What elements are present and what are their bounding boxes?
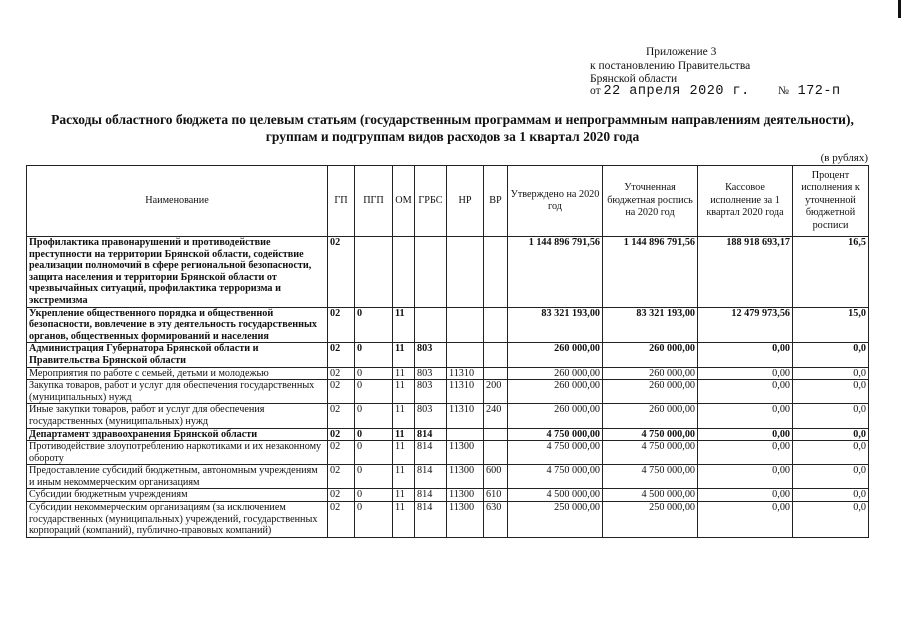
date-prefix: от	[590, 85, 601, 97]
cell-nr: 11310	[447, 380, 484, 404]
cell-refined: 260 000,00	[603, 404, 698, 428]
cell-refined: 83 321 193,00	[603, 307, 698, 343]
number-prefix: №	[778, 85, 789, 97]
cell-ppgp: 0	[355, 441, 393, 465]
cell-percent: 0,0	[793, 465, 869, 489]
table-row	[27, 307, 869, 343]
cell-nr	[447, 428, 484, 441]
header-refined: Уточненная бюджетная роспись на 2020 год	[603, 166, 698, 237]
cell-grbs: 803	[415, 343, 447, 367]
cell-om: 11	[393, 502, 415, 538]
cell-approved: 260 000,00	[508, 343, 603, 367]
cell-percent: 0,0	[793, 428, 869, 441]
cell-approved: 4 750 000,00	[508, 441, 603, 465]
cell-refined: 4 750 000,00	[603, 465, 698, 489]
cell-name: Укрепление общественного порядка и общественной безопасности, вовлечение в эту деятельность государственных органов, общественных формирований и населения	[27, 307, 328, 343]
cell-percent: 16,5	[793, 237, 869, 308]
cell-nr: 11310	[447, 367, 484, 380]
header-cash: Кассовое исполнение за 1 квартал 2020 года	[698, 166, 793, 237]
cell-nr: 11300	[447, 465, 484, 489]
cell-refined: 4 500 000,00	[603, 489, 698, 502]
header-om: ОМ	[393, 166, 415, 237]
cell-om: 11	[393, 489, 415, 502]
table-row	[27, 502, 869, 538]
header-grbs: ГРБС	[415, 166, 447, 237]
cell-percent: 0,0	[793, 441, 869, 465]
decree-number: 172-п	[797, 84, 841, 99]
cell-grbs: 814	[415, 502, 447, 538]
cell-grbs: 803	[415, 367, 447, 380]
table-row	[27, 343, 869, 367]
cell-ppgp: 0	[355, 465, 393, 489]
cell-percent: 15,0	[793, 307, 869, 343]
decree-date-row	[590, 84, 841, 99]
appendix-title: Приложение 3	[646, 46, 717, 58]
cell-approved: 260 000,00	[508, 380, 603, 404]
cell-ppgp: 0	[355, 367, 393, 380]
cell-cash: 0,00	[698, 502, 793, 538]
cell-nr: 11300	[447, 441, 484, 465]
table-row	[27, 441, 869, 465]
cell-grbs: 803	[415, 380, 447, 404]
cell-name: Профилактика правонарушений и противодействие преступности на территории Брянской области, содействие реализации полномочий в сфере региональной безопасности, защита населения и территории Брянской области от чрезвычайных ситуаций, профилактика терроризма и экстремизма	[27, 237, 328, 308]
cell-om	[393, 237, 415, 308]
scan-edge-mark	[898, 0, 901, 18]
cell-cash: 188 918 693,17	[698, 237, 793, 308]
document-title	[20, 111, 885, 145]
cell-om: 11	[393, 441, 415, 465]
cell-gp: 02	[328, 307, 355, 343]
cell-gp: 02	[328, 465, 355, 489]
cell-om: 11	[393, 404, 415, 428]
cell-refined: 260 000,00	[603, 367, 698, 380]
cell-approved: 1 144 896 791,56	[508, 237, 603, 308]
cell-approved: 260 000,00	[508, 404, 603, 428]
appendix-block	[590, 46, 750, 87]
budget-table	[26, 165, 869, 538]
cell-refined: 1 144 896 791,56	[603, 237, 698, 308]
cell-refined: 4 750 000,00	[603, 428, 698, 441]
cell-name: Субсидии бюджетным учреждениям	[27, 489, 328, 502]
cell-percent: 0,0	[793, 404, 869, 428]
cell-name: Департамент здравоохранения Брянской области	[27, 428, 328, 441]
cell-vr	[484, 343, 508, 367]
cell-nr	[447, 307, 484, 343]
cell-vr: 610	[484, 489, 508, 502]
cell-nr: 11300	[447, 489, 484, 502]
cell-om: 11	[393, 380, 415, 404]
table-row	[27, 489, 869, 502]
cell-approved: 260 000,00	[508, 367, 603, 380]
cell-gp: 02	[328, 502, 355, 538]
cell-vr: 630	[484, 502, 508, 538]
cell-ppgp: 0	[355, 343, 393, 367]
cell-nr	[447, 343, 484, 367]
cell-refined: 4 750 000,00	[603, 441, 698, 465]
cell-gp: 02	[328, 404, 355, 428]
table-row	[27, 428, 869, 441]
cell-ppgp: 0	[355, 380, 393, 404]
cell-ppgp	[355, 237, 393, 308]
cell-approved: 4 750 000,00	[508, 428, 603, 441]
table-row	[27, 465, 869, 489]
decree-number-group	[778, 84, 841, 99]
header-vr: ВР	[484, 166, 508, 237]
cell-om: 11	[393, 307, 415, 343]
cell-refined: 250 000,00	[603, 502, 698, 538]
cell-name: Администрация Губернатора Брянской области и Правительства Брянской области	[27, 343, 328, 367]
header-gp: ГП	[328, 166, 355, 237]
cell-nr	[447, 237, 484, 308]
cell-nr: 11300	[447, 502, 484, 538]
cell-grbs: 814	[415, 465, 447, 489]
cell-nr: 11310	[447, 404, 484, 428]
cell-gp: 02	[328, 367, 355, 380]
cell-percent: 0,0	[793, 489, 869, 502]
cell-approved: 4 500 000,00	[508, 489, 603, 502]
cell-cash: 0,00	[698, 465, 793, 489]
cell-percent: 0,0	[793, 502, 869, 538]
cell-grbs	[415, 307, 447, 343]
cell-gp: 02	[328, 237, 355, 308]
table-row	[27, 237, 869, 308]
header-percent: Процент исполнения к уточненной бюджетной росписи	[793, 166, 869, 237]
cell-name: Закупка товаров, работ и услуг для обеспечения государственных (муниципальных) нужд	[27, 380, 328, 404]
cell-approved: 4 750 000,00	[508, 465, 603, 489]
cell-refined: 260 000,00	[603, 380, 698, 404]
decree-date: 22 апреля 2020 г.	[603, 84, 750, 99]
cell-gp: 02	[328, 441, 355, 465]
cell-grbs: 814	[415, 441, 447, 465]
cell-ppgp: 0	[355, 404, 393, 428]
appendix-decree: к постановлению Правительства	[590, 59, 751, 72]
cell-vr: 200	[484, 380, 508, 404]
cell-refined: 260 000,00	[603, 343, 698, 367]
table-header-row	[27, 166, 869, 237]
cell-ppgp: 0	[355, 502, 393, 538]
table-body	[27, 237, 869, 538]
cell-grbs: 814	[415, 489, 447, 502]
title-line-2: группам и подгруппам видов расходов за 1 квартал 2020 года	[265, 129, 640, 144]
units-note: (в рублях)	[820, 152, 868, 164]
cell-cash: 0,00	[698, 489, 793, 502]
cell-gp: 02	[328, 428, 355, 441]
cell-cash: 12 479 973,56	[698, 307, 793, 343]
cell-gp: 02	[328, 343, 355, 367]
cell-approved: 250 000,00	[508, 502, 603, 538]
header-name: Наименование	[27, 166, 328, 237]
cell-vr	[484, 428, 508, 441]
cell-vr: 600	[484, 465, 508, 489]
cell-approved: 83 321 193,00	[508, 307, 603, 343]
title-line-1: Расходы областного бюджета по целевым статьям (государственным программам и непрограммным направлениям деятельности),	[51, 112, 854, 127]
table-row	[27, 367, 869, 380]
cell-percent: 0,0	[793, 367, 869, 380]
cell-name: Предоставление субсидий бюджетным, автономным учреждениям и иным некоммерческим организациям	[27, 465, 328, 489]
appendix-region: Брянской области	[590, 73, 678, 85]
table-row	[27, 380, 869, 404]
cell-name: Мероприятия по работе с семьей, детьми и молодежью	[27, 367, 328, 380]
cell-vr	[484, 441, 508, 465]
cell-gp: 02	[328, 380, 355, 404]
cell-om: 11	[393, 343, 415, 367]
cell-cash: 0,00	[698, 441, 793, 465]
cell-name: Иные закупки товаров, работ и услуг для обеспечения государственных (муниципальных) нужд	[27, 404, 328, 428]
cell-grbs: 814	[415, 428, 447, 441]
cell-percent: 0,0	[793, 380, 869, 404]
cell-om: 11	[393, 367, 415, 380]
cell-gp: 02	[328, 489, 355, 502]
header-approved: Утверждено на 2020 год	[508, 166, 603, 237]
cell-vr	[484, 367, 508, 380]
cell-ppgp: 0	[355, 489, 393, 502]
cell-cash: 0,00	[698, 343, 793, 367]
cell-ppgp: 0	[355, 307, 393, 343]
cell-om: 11	[393, 428, 415, 441]
cell-om: 11	[393, 465, 415, 489]
header-ppgp: ПГП	[355, 166, 393, 237]
cell-ppgp: 0	[355, 428, 393, 441]
cell-name: Противодействие злоупотреблению наркотиками и их незаконному обороту	[27, 441, 328, 465]
cell-cash: 0,00	[698, 404, 793, 428]
cell-cash: 0,00	[698, 367, 793, 380]
cell-vr	[484, 307, 508, 343]
cell-vr	[484, 237, 508, 308]
header-nr: НР	[447, 166, 484, 237]
cell-grbs: 803	[415, 404, 447, 428]
cell-percent: 0,0	[793, 343, 869, 367]
table-row	[27, 404, 869, 428]
cell-cash: 0,00	[698, 380, 793, 404]
cell-cash: 0,00	[698, 428, 793, 441]
cell-name: Субсидии некоммерческим организациям (за исключением государственных (муниципальных) учреждений, государственных корпораций (компаний), публично-правовых компаний)	[27, 502, 328, 538]
cell-vr: 240	[484, 404, 508, 428]
cell-grbs	[415, 237, 447, 308]
